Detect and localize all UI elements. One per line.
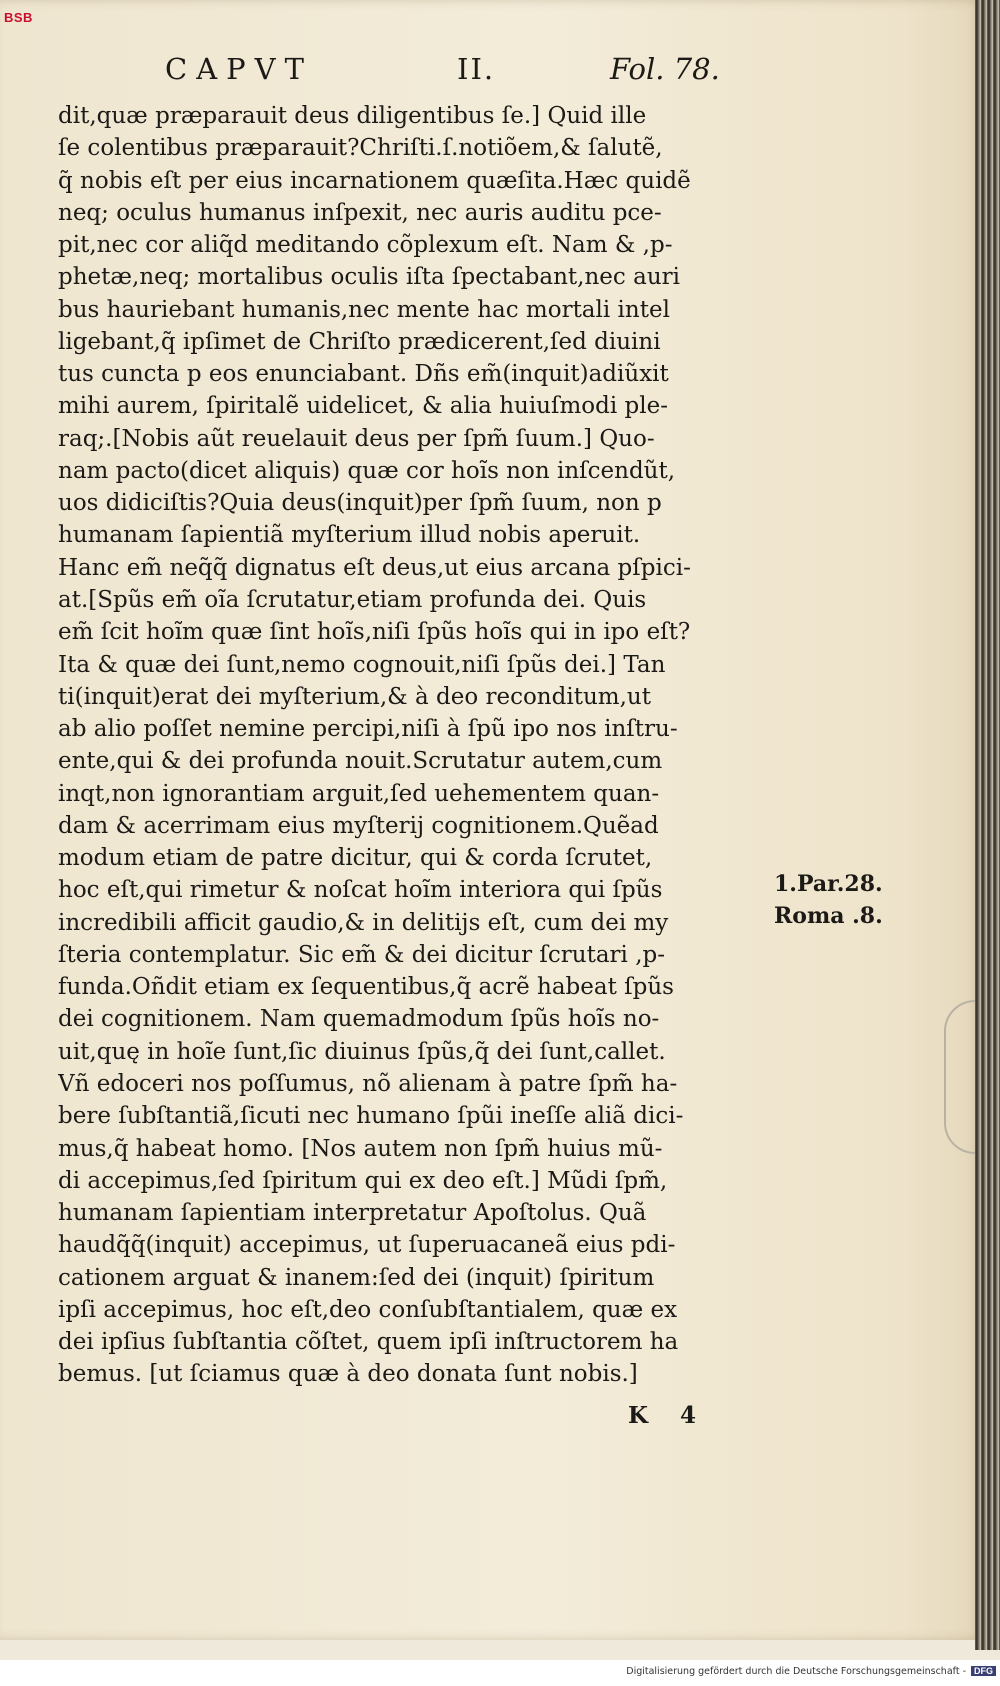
text-line: cationem arguat & inanem:ſed dei (inquit) ſpiritum [58, 1264, 655, 1291]
text-line: ligebant,q̃ ipſimet de Chriſto prædicerent,ſed diuini [58, 328, 661, 355]
text-line: dei ipſius ſubſtantia cõſtet, quem ipſi inſtructorem ha [58, 1329, 679, 1356]
text-line: funda.Oñdit etiam ex ſequentibus,q̃ acrẽ habeat ſpũs [58, 974, 674, 1001]
text-line: dam & acerrimam eius myſterij cognitionem.Quẽad [58, 812, 659, 839]
text-line: phetæ,neq; mortalibus oculis iſta ſpectabant,nec auri [58, 264, 680, 291]
text-line: uit,quę in hoĩe ſunt,ſic diuinus ſpũs,q̃ dei ſunt,callet. [58, 1038, 666, 1065]
text-line: haudq̃q̃(inquit) accepimus, ut ſuperuacaneã eius pdi- [58, 1232, 676, 1259]
text-line: ti(inquit)erat dei myſterium,& à deo reconditum,ut [58, 683, 651, 710]
text-line: modum etiam de patre dicitur, qui & corda ſcrutet, [58, 845, 653, 872]
text-line: Ita & quæ dei ſunt,nemo cognouit,niſi ſpũs dei.] Tan [58, 651, 666, 678]
text-line: humanam ſapientiã myſterium illud nobis aperuit. [58, 522, 641, 549]
text-line: pit,nec cor aliq̃d meditando cõplexum eſt. Nam & ,p- [58, 232, 673, 259]
text-line: hoc eſt,qui rimetur & noſcat hoĩm interiora qui ſpũs [58, 877, 663, 904]
book-spine-edge [975, 0, 1000, 1650]
text-line: bus hauriebant humanis,nec mente hac mortali intel [58, 296, 670, 323]
signature-mark: K 4 [628, 1402, 709, 1429]
chapter-numeral: II. [457, 52, 496, 86]
marginal-note: 1.Par.28. [774, 871, 883, 897]
text-line: ſteria contemplatur. Sic em̃ & dei dicitur ſcrutari ,p- [58, 941, 666, 968]
bsb-logo: BSB [4, 10, 33, 25]
marginal-note: Roma .8. [774, 903, 883, 929]
text-line: raq;.[Nobis aũt reuelauit deus per ſpm̃ ſuum.] Quo- [58, 425, 655, 452]
text-line: q̃ nobis eſt per eius incarnationem quæſita.Hæc quidẽ [58, 167, 691, 194]
text-line: di accepimus,ſed ſpiritum qui ex deo eſt.] Mũdi ſpm̃, [58, 1167, 668, 1194]
text-line: dit,quæ præparauit deus diligentibus ſe.] Quid ille [58, 103, 647, 129]
text-line: at.[Spũs em̃ oĩa ſcrutatur,etiam profunda dei. Quis [58, 586, 647, 613]
text-line: ab alio poſſet nemine percipi,niſi à ſpũ ipo nos inſtru- [58, 716, 678, 743]
running-head [165, 52, 725, 92]
footer-bar [0, 1664, 1000, 1686]
text-line: humanam ſapientiam interpretatur Apoſtolus. Quã [58, 1200, 647, 1227]
text-line: dei cognitionem. Nam quemadmodum ſpũs hoĩs no- [58, 1006, 660, 1033]
text-line: ipſi accepimus, hoc eſt,deo conſubſtantialem, quæ ex [58, 1296, 678, 1323]
text-line: tus cuncta p eos enunciabant. Dñs em̃(inquit)adiũxit [58, 361, 669, 388]
marginal-notes [774, 868, 883, 932]
dfg-logo: DFG [971, 1666, 996, 1676]
text-line: bemus. [ut ſciamus quæ à deo donata ſunt nobis.] [58, 1361, 638, 1388]
text-line: Hanc em̃ neq̃q̃ dignatus eſt deus,ut eius arcana pſpici- [58, 554, 691, 581]
text-line: mus,q̃ habeat homo. [Nos autem non ſpm̃ huius mũ- [58, 1135, 663, 1162]
text-line: nam pacto(dicet aliquis) quæ cor hoĩs non inſcendũt, [58, 457, 676, 484]
text-line: ente,qui & dei profunda nouit.Scrutatur autem,cum [58, 748, 663, 775]
page-body-text [58, 100, 778, 1391]
text-line: inqt,non ignorantiam arguit,ſed uehementem quan- [58, 780, 660, 807]
folio-number: Fol. 78. [610, 52, 720, 86]
text-line: em̃ ſcit hoĩm quæ ſint hoĩs,niſi ſpũs hoĩs qui in ipo eſt? [58, 619, 691, 646]
text-line: Vñ edoceri nos poſſumus, nõ alienam à patre ſpm̃ ha- [58, 1070, 678, 1097]
text-line: bere ſubſtantiã,ſicuti nec humano ſpũi ineſſe aliã dici- [58, 1103, 684, 1130]
text-line: incredibili afficit gaudio,& in delitijs eſt, cum dei my [58, 909, 669, 936]
text-line: neq; oculus humanus inſpexit, nec auris auditu pce- [58, 199, 662, 226]
text-line: uos didiciſtis?Quia deus(inquit)per ſpm̃ ſuum, non p [58, 490, 662, 517]
funding-credit: Digitalisierung gefördert durch die Deutsche Forschungsgemeinschaft - [626, 1666, 966, 1677]
chapter-heading: CAPVT [165, 52, 313, 86]
text-line: mihi aurem, ſpiritalẽ uidelicet, & alia huiuſmodi ple- [58, 393, 669, 420]
text-line: ſe colentibus præparauit?Chriſti.ſ.notiõem,& ſalutẽ, [58, 135, 663, 162]
